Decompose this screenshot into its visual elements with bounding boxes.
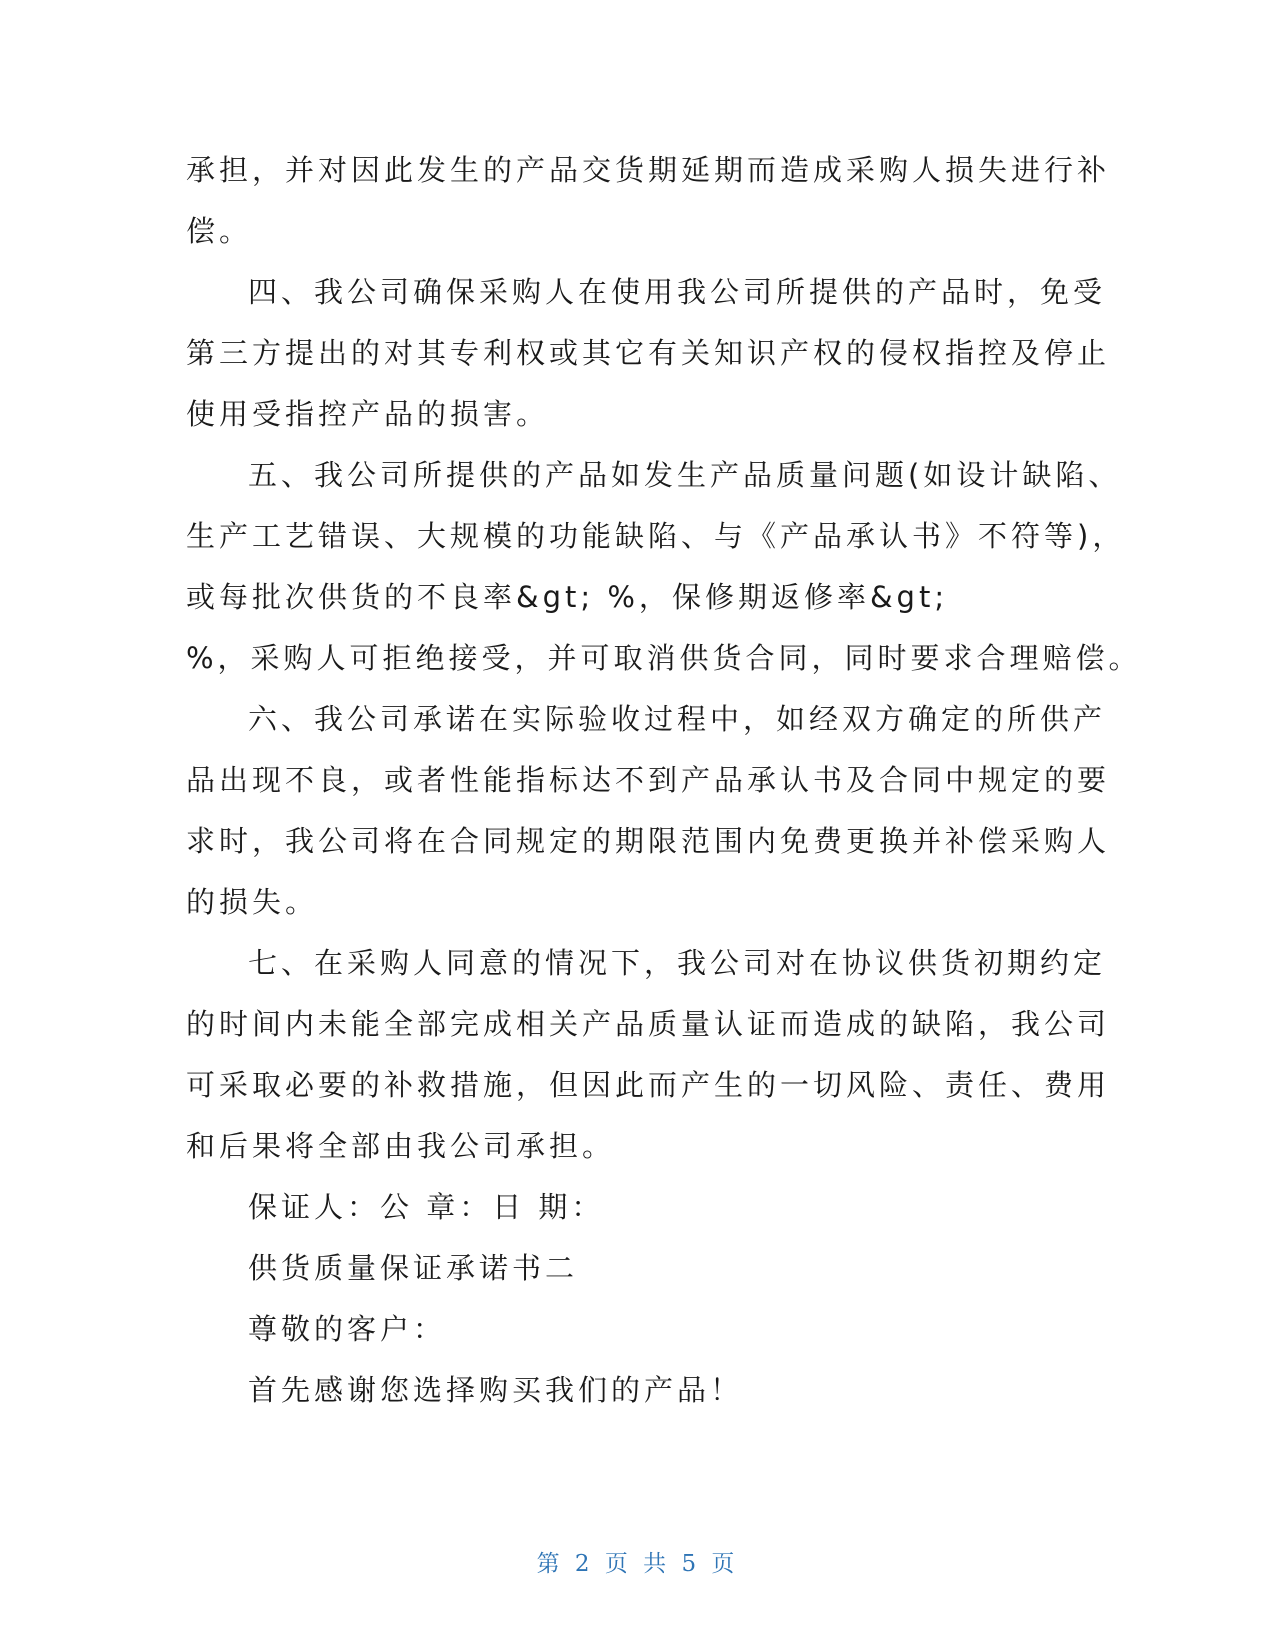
text-line: 可采取必要的补救措施，但因此而产生的一切风险、责任、费用 [186,1068,1111,1102]
opening-sentence: 首先感谢您选择购买我们的产品！ [248,1373,744,1407]
paragraph-5-start: 五、我公司所提供的产品如发生产品质量问题(如设计缺陷、 [248,458,1122,492]
text-line: 和后果将全部由我公司承担。 [186,1129,616,1163]
paragraph-7-start: 七、在采购人同意的情况下，我公司对在协议供货初期约定 [248,946,1107,980]
paragraph-6-start: 六、我公司承诺在实际验收过程中，如经双方确定的所供产 [248,702,1107,736]
text-line: 第三方提出的对其专利权或其它有关知识产权的侵权指控及停止 [186,336,1111,370]
text-line: 品出现不良，或者性能指标达不到产品承认书及合同中规定的要 [186,763,1111,797]
text-line: 或每批次供货的不良率&gt; %，保修期返修率&gt; [186,580,949,614]
salutation: 尊敬的客户： [248,1312,447,1346]
text-line: 偿。 [186,214,253,248]
section-title: 供货质量保证承诺书二 [248,1251,579,1285]
text-line: 的时间内未能全部完成相关产品质量认证而造成的缺陷，我公司 [186,1007,1111,1041]
text-line: 使用受指控产品的损害。 [186,397,550,431]
page-number-footer: 第 2 页 共 5 页 [536,1551,739,1577]
paragraph-4-start: 四、我公司确保采购人在使用我公司所提供的产品时，免受 [248,275,1107,309]
text-line: 承担，并对因此发生的产品交货期延期而造成采购人损失进行补 [186,153,1111,187]
document-body [186,140,1142,1421]
text-line: 生产工艺错误、大规模的功能缺陷、与《产品承认书》不符等)， [186,519,1126,553]
text-line: 求时，我公司将在合同规定的期限范围内免费更换并补偿采购人 [186,824,1111,858]
guarantor-signature-line: 保证人：公 章：日 期： [248,1190,605,1224]
text-line: %，采购人可拒绝接受，并可取消供货合同，同时要求合理赔偿。 [186,641,1142,675]
text-line: 的损失。 [186,885,319,919]
